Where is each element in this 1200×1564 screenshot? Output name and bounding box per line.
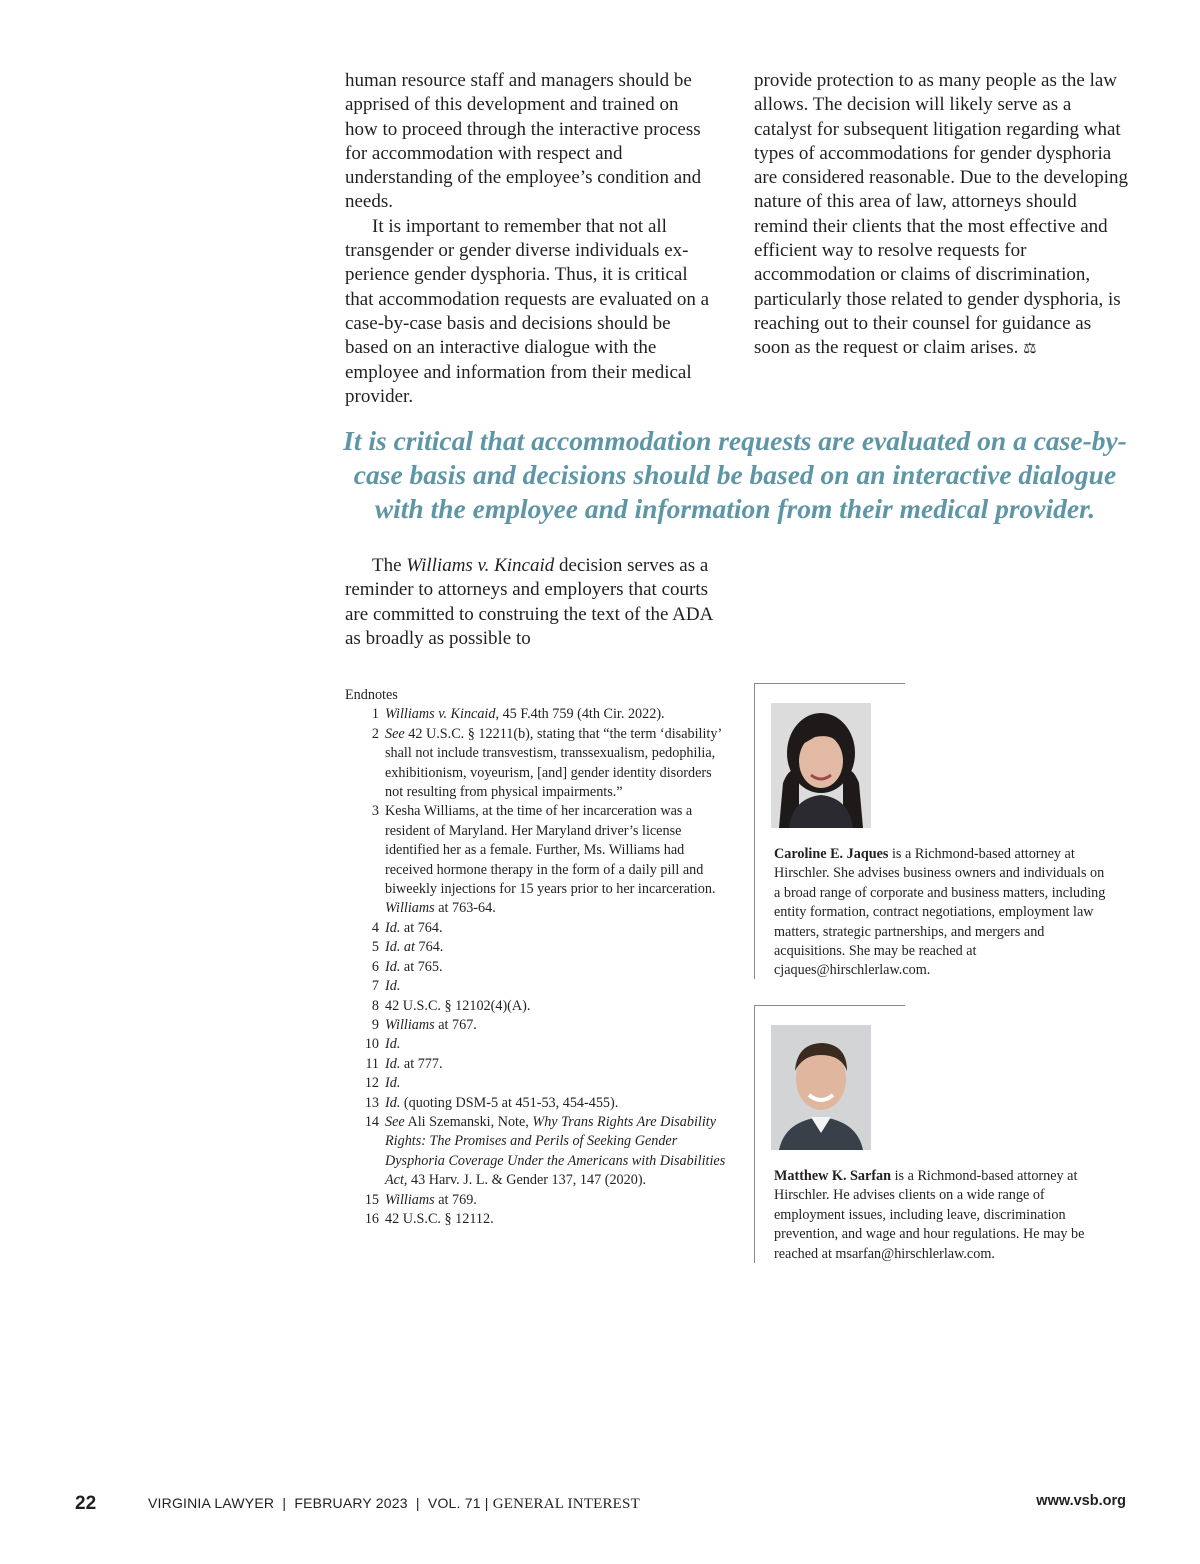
endnote-citation: Williams [385,1016,435,1033]
endnote-item [345,958,730,977]
text-run: The [372,555,407,576]
endnote-number: 12 [364,1075,379,1092]
author-bio-text [774,1167,1114,1264]
endnote-text-run: at 765. [400,958,443,975]
endnote-number: 13 [364,1094,379,1111]
endnote-item [345,1210,730,1229]
endnote-number: 5 [371,939,379,956]
endnote-citation: Id. [385,1036,401,1053]
endnote-citation: Williams [385,900,435,917]
endnote-text [385,1113,730,1191]
publication-info: VIRGINIA LAWYER | FEBRUARY 2023 | VOL. 71 | [148,1495,493,1511]
endnote-citation: Williams [385,1191,435,1208]
endnote-item [345,1055,730,1074]
endnote-text [385,919,730,938]
endnote-number: 14 [364,1113,379,1130]
endnote-citation: Id. [385,1094,401,1111]
endnote-citation: See [385,725,405,742]
endnote-text [385,802,730,918]
endnote-number: 11 [365,1055,379,1072]
endnote-text-run: 42 U.S.C. § 12112. [385,1210,494,1227]
endnote-number: 15 [364,1191,379,1208]
pull-quote: It is critical that accommodation requests are evaluated on a case-by-case basis and decisions should be based on an interactive dialogue with the employee and information from their medical provider. [343,425,1127,524]
endnote-text-run: at 767. [434,1016,477,1033]
case-name: Williams v. Kincaid [406,555,555,576]
endnote-citation: Id. [385,958,401,975]
endnote-item [345,977,730,996]
endnote-text [385,1210,730,1229]
paragraph: It is important to remember that not all transgender or gender diverse individuals experience gender dysphoria. Thus, it is critical that accommodation requests are evaluated on a case-by-case basis and decisions should be based on an interactive dialogue with the employee and information from their medical provider. [345,215,710,407]
text-run: decision serves as a reminder to attorneys and employers that courts are committed to construing the text of the ADA as broadly as possible to [345,555,713,649]
endnote-text-run: at 763-64. [434,900,496,917]
endnote-item [345,725,730,803]
section-category: GENERAL INTEREST [492,1496,640,1512]
endnote-text [385,1016,730,1035]
paragraph [754,69,1129,362]
endnote-citation: Why Trans Rights Are Disability Rights: The Promises and Perils of Seeking Gender Dysphoria Coverage Under the Americans with Disabilities Act, [385,1113,726,1189]
endnote-citation: Id. [385,919,401,936]
author-photo-caroline [771,703,871,828]
endnote-text [385,997,730,1016]
endnote-item [345,1074,730,1093]
endnote-number: 10 [364,1036,379,1053]
endnote-text [385,1191,730,1210]
author-bio-caroline [754,683,1115,979]
author-photo [771,1025,871,1150]
endnote-text-run: 42 U.S.C. § 12102(4)(A). [385,997,531,1014]
article-column-left-bottom [345,554,715,651]
endnote-citation: Williams v. Kincaid [385,706,496,723]
endnote-number: 3 [371,803,379,820]
endnote-text [385,958,730,977]
endnote-text [385,725,730,803]
article-column-left-top [345,69,715,409]
endnote-text-run: , 45 F.4th 759 (4th Cir. 2022). [495,706,665,723]
paragraph-text: provide protection to as many people as the law allows. The decision will likely serve as a catalyst for subsequent litigation regarding what types of accommodations for gender dysphoria are considered reasonable. Due to the developing nature of this area of law, attorneys should remind their clients that the most effective and efficient way to resolve requests for accommodation or claims of discrimination, particularly those related to gender dysphoria, is reaching out to their counsel for guidance as soon as the request or claim arises. [754,70,1129,359]
endnotes-list [345,705,730,1229]
endnotes [345,686,730,1229]
scales-icon: ⚖ [1023,341,1037,358]
endnote-text-run: 764. [414,939,444,956]
endnote-item [345,705,730,724]
endnote-text [385,977,730,996]
author-bio-text [774,845,1114,981]
endnote-item [345,1191,730,1210]
endnote-text [385,1035,730,1054]
endnote-text [385,1074,730,1093]
author-description: is a Richmond-based attorney at Hirschler. He advises clients on a wide range of employment issues, including leave, discrimination prevention, and wage and hour regulations. He may be reached at msarfan@hirschlerlaw.com. [774,1168,1085,1262]
endnote-text-run: 43 Harv. J. L. & Gender 137, 147 (2020). [407,1172,647,1189]
paragraph: human resource staff and managers should be apprised of this development and trained on how to proceed through the interactive process for accommodation with respect and understanding of the employee’s condition and needs. [345,70,702,213]
endnote-text-run: 42 U.S.C. § 12211(b), stating that “the term ‘disability’ shall not include transvestism, transsexualism, pedophilia, exhibitionism, voyeurism, [and] gender identity disorders not resulting from physical impairments.” [385,725,722,801]
author-description: is a Richmond-based attorney at Hirschler. She advises business owners and individuals on a broad range of corporate and business matters, including entity formation, contract negotiations, employment law matters, strategic partnerships, and mergers and acquisitions. She may be reached at cjaques@hirschlerlaw.com. [774,846,1106,979]
endnote-item [345,997,730,1016]
endnote-item [345,1113,730,1191]
endnote-text [385,705,730,724]
endnotes-title: Endnotes [345,687,398,703]
endnote-item [345,1035,730,1054]
endnote-text [385,1055,730,1074]
endnote-number: 4 [371,919,379,936]
endnote-number: 16 [364,1210,379,1227]
endnote-item [345,802,730,918]
endnote-item [345,919,730,938]
endnote-number: 7 [371,978,379,995]
website-url: www.vsb.org [1036,1493,1126,1509]
endnote-item [345,1094,730,1113]
endnote-citation: Id. at [385,939,415,956]
endnote-text [385,1094,730,1113]
endnote-citation: See [385,1113,405,1130]
author-photo [771,703,871,828]
endnote-number: 6 [371,958,379,975]
endnote-item [345,938,730,957]
author-name: Matthew K. Sarfan [774,1168,892,1184]
publication-footer [148,1495,640,1513]
endnote-number: 1 [371,706,379,723]
endnote-citation: Id. [385,1055,401,1072]
author-photo-matthew [771,1025,871,1150]
endnote-citation: Id. [385,1075,401,1092]
page-number: 22 [75,1493,97,1514]
endnote-number: 8 [371,997,379,1014]
endnote-text-run: at 764. [400,919,443,936]
endnote-text-run: at 769. [434,1191,477,1208]
endnote-item [345,1016,730,1035]
endnote-text-run: Ali Szemanski, Note, [404,1113,533,1130]
endnote-number: 2 [371,725,379,742]
article-column-right-top [754,69,1129,362]
endnote-text-run: Kesha Williams, at the time of her incarceration was a resident of Maryland. Her Maryland driver’s license identified her as a female. Further, Ms. Williams had received hormone therapy in the form of a daily pill and biweekly injections for 15 years prior to her incarceration. [385,803,716,898]
endnote-number: 9 [371,1016,379,1033]
author-name: Caroline E. Jaques [774,846,889,862]
endnote-citation: Id. [385,978,401,995]
endnote-text-run: at 777. [400,1055,443,1072]
paragraph [345,554,715,651]
endnote-text-run: (quoting DSM-5 at 451-53, 454-455). [400,1094,619,1111]
author-bio-matthew [754,1005,1115,1263]
endnote-text [385,938,730,957]
